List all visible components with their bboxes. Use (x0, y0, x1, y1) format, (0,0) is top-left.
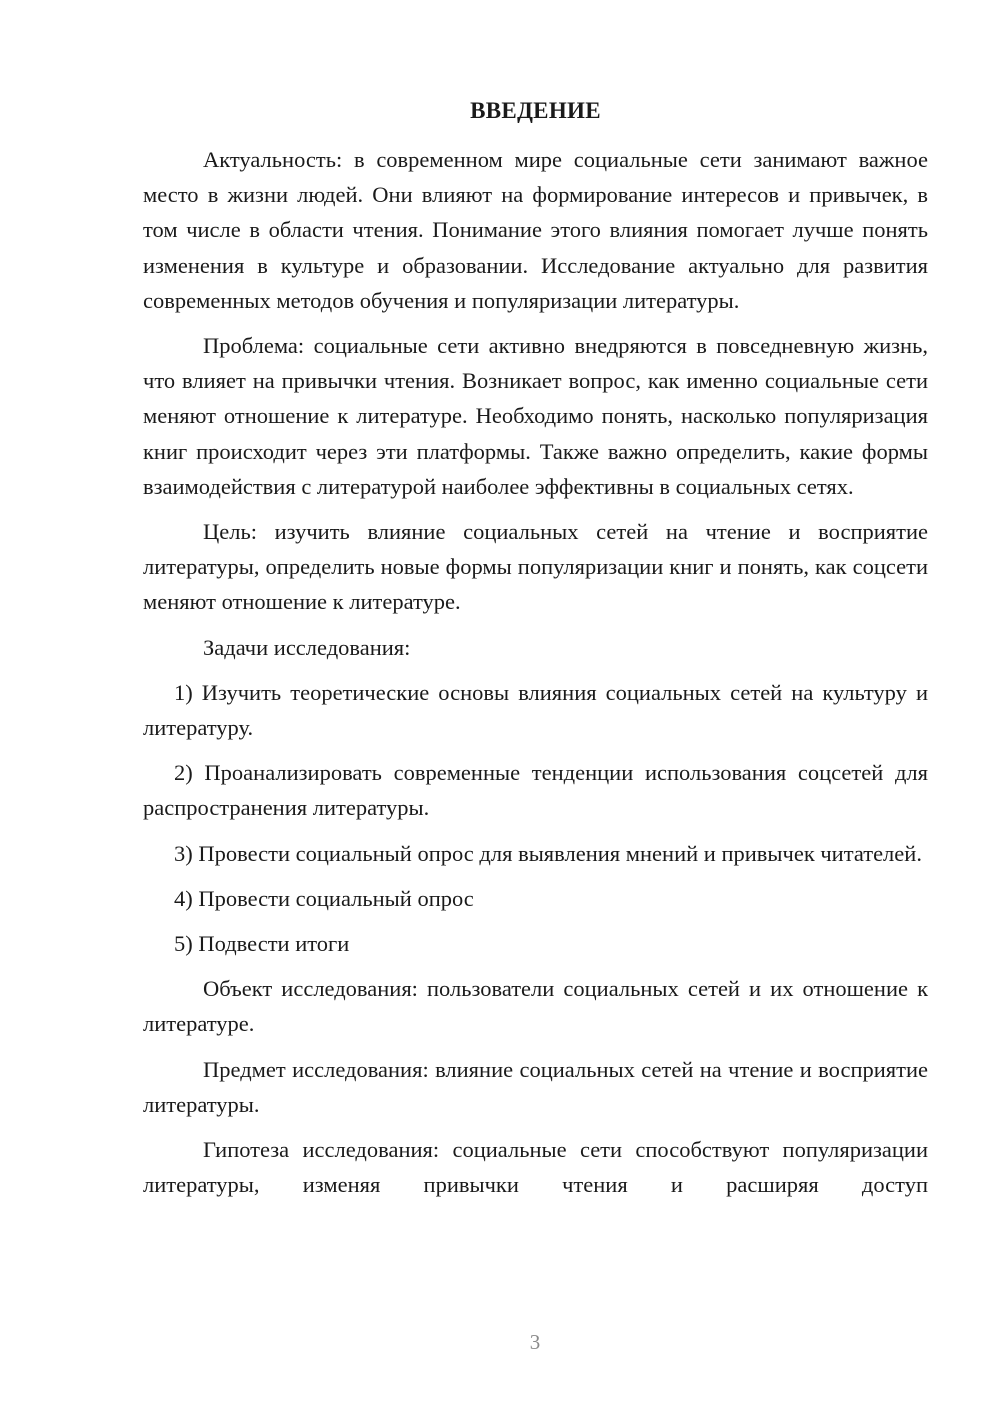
section-heading: ВВЕДЕНИЕ (470, 98, 601, 123)
task-item-2: 2) Проанализировать современные тенденции использования соцсетей для распространения литературы. (143, 760, 928, 821)
hypothesis-paragraph: Гипотеза исследования: социальные сети способствуют популяризации литературы, изменяя привычки чтения и расширяя доступ (143, 1137, 928, 1198)
task-item-3: 3) Провести социальный опрос для выявления мнений и привычек читателей. (174, 840, 922, 866)
tasks-title: Задачи исследования: (203, 634, 411, 660)
object-paragraph: Объект исследования: пользователи социальных сетей и их отношение к литературе. (143, 976, 928, 1037)
task-item-5: 5) Подвести итоги (174, 931, 350, 957)
page-number: 3 (529, 1330, 541, 1354)
task-item-1: 1) Изучить теоретические основы влияния социальных сетей на культуру и литературу. (143, 679, 928, 741)
relevance-paragraph: Актуальность: в современном мире социальные сети занимают важное место в жизни людей. Они влияют на формирование интересов и привычек, в том числе в области чтения. Понимание этого влияния помогает лучше понять изменения в культуре и образовании. Исследование актуально для развития современных методов обучения и популяризации литературы. (143, 147, 928, 313)
task-item-4: 4) Провести социальный опрос (174, 885, 474, 911)
goal-paragraph: Цель: изучить влияние социальных сетей на чтение и восприятие литературы, определить новые формы популяризации книг и понять, как соцсети меняют отношение к литературе. (143, 519, 928, 615)
document-page (143, 96, 928, 1212)
subject-paragraph: Предмет исследования: влияние социальных сетей на чтение и восприятие литературы. (143, 1056, 928, 1117)
problem-paragraph: Проблема: социальные сети активно внедряются в повседневную жизнь, что влияет на привычки чтения. Возникает вопрос, как именно социальные сети меняют отношение к литературе. Необходимо понять, насколько популяризация книг происходит через эти платформы. Также важно определить, какие формы взаимодействия с литературой наиболее эффективны в социальных сетях. (143, 333, 928, 499)
